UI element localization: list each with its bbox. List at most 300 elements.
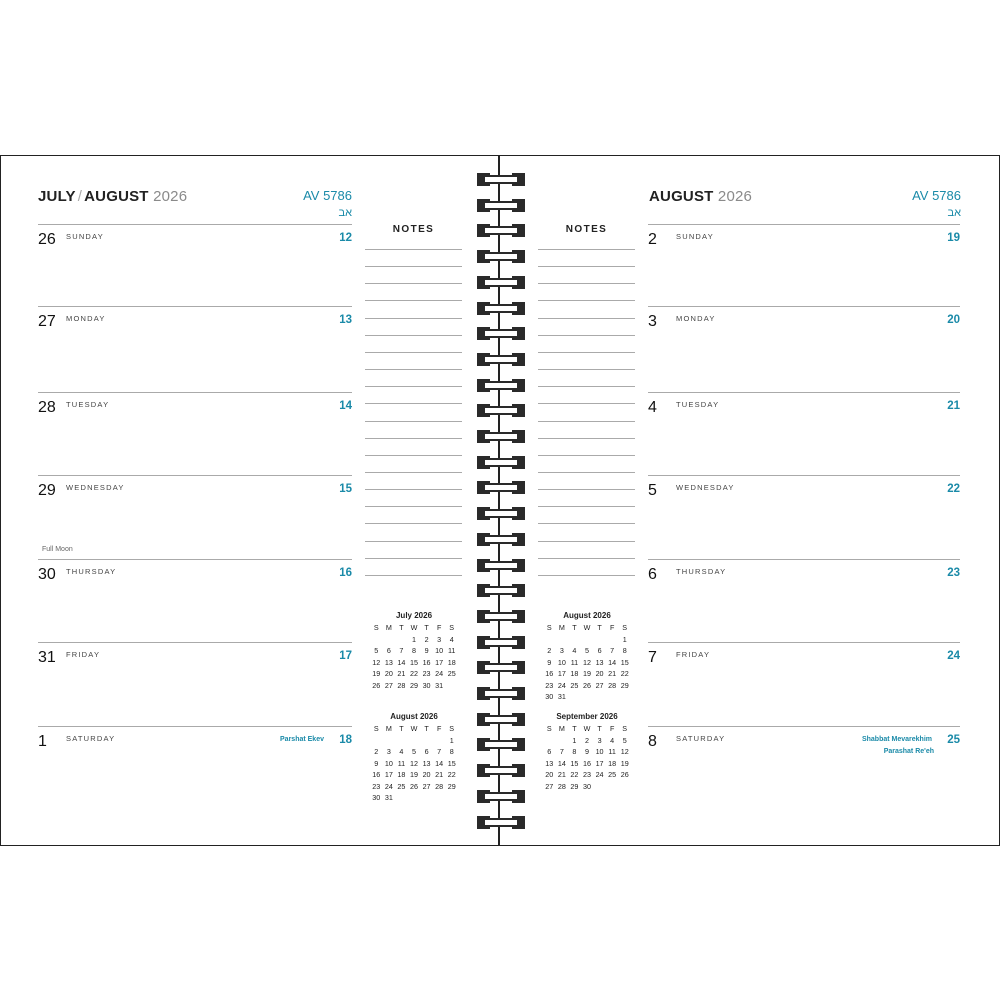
note-line	[538, 523, 635, 524]
ring-wire	[483, 175, 519, 184]
note-line	[365, 249, 462, 250]
date-cell: 13	[595, 657, 604, 667]
week-row	[543, 692, 631, 704]
week-row	[370, 646, 458, 658]
date-cell: 15	[570, 758, 579, 768]
week-row	[543, 736, 631, 748]
week-row	[370, 669, 458, 681]
date-cell	[556, 635, 569, 647]
date-cell: 11	[608, 747, 616, 756]
hebrew-date: 23	[947, 567, 960, 579]
spiral-ring	[477, 250, 525, 263]
weekday-label: TUESDAY	[676, 400, 720, 409]
note-line	[365, 558, 462, 559]
week-row	[370, 759, 458, 771]
weekday-initial: W	[583, 623, 591, 632]
weekday-initial: F	[436, 724, 442, 733]
note-line	[538, 335, 635, 336]
note-line	[538, 541, 635, 542]
day-row	[648, 642, 960, 726]
date-cell	[581, 635, 594, 647]
date-cell	[408, 793, 421, 805]
spiral-ring	[477, 404, 525, 417]
date-cell	[370, 736, 383, 748]
ring-wire	[483, 792, 519, 801]
spiral-ring	[477, 379, 525, 392]
date-cell: 2	[374, 747, 379, 756]
date-cell: 6	[424, 747, 429, 756]
date-cell: 13	[422, 758, 431, 768]
date-cell: 20	[545, 770, 554, 779]
note-line	[365, 489, 462, 490]
note-line	[365, 352, 462, 353]
date-cell	[568, 635, 581, 647]
date-cell	[408, 736, 421, 748]
date-cell: 25	[397, 781, 406, 791]
date-cell: 5	[374, 646, 379, 655]
day-number: 1	[38, 733, 47, 750]
date-cell: 1	[449, 735, 454, 745]
note-line	[538, 249, 635, 250]
date-cell: 3	[597, 735, 602, 745]
month-label: AUGUST	[649, 188, 714, 205]
ring-wire	[483, 381, 519, 390]
day-row	[38, 392, 352, 476]
note-line	[365, 421, 462, 422]
date-cell: 5	[584, 646, 589, 655]
date-cell: 16	[422, 657, 431, 667]
hebrew-date: 12	[339, 232, 352, 244]
note-line	[538, 318, 635, 319]
spiral-ring	[477, 559, 525, 572]
spiral-ring	[477, 199, 525, 212]
date-cell: 31	[384, 793, 393, 802]
date-cell: 23	[582, 770, 591, 779]
date-cell	[556, 736, 569, 748]
spiral-ring	[477, 584, 525, 597]
ring-wire	[483, 201, 519, 210]
weekday-initial: S	[546, 724, 552, 733]
spiral-ring	[477, 687, 525, 700]
note-line	[538, 472, 635, 473]
date-cell: 18	[608, 758, 617, 768]
date-cell: 23	[372, 781, 381, 791]
date-cell	[370, 635, 383, 647]
mini-calendar	[543, 712, 631, 793]
weekday-initial: M	[385, 623, 392, 632]
date-cell: 30	[582, 781, 591, 791]
date-cell	[445, 793, 458, 805]
weekday-initial: M	[385, 724, 392, 733]
spiral-ring	[477, 353, 525, 366]
date-cell: 15	[447, 758, 456, 768]
date-cell: 9	[584, 747, 589, 756]
week-row	[543, 635, 631, 647]
weekday-label: SUNDAY	[676, 232, 714, 241]
date-cell: 30	[545, 692, 554, 701]
ring-wire	[483, 715, 519, 724]
date-cell: 16	[582, 758, 591, 768]
date-cell: 4	[610, 735, 615, 745]
day-number: 31	[38, 649, 56, 666]
date-cell: 27	[384, 680, 393, 690]
note-line	[538, 575, 635, 576]
date-cell: 1	[622, 634, 627, 644]
weekday-label: THURSDAY	[66, 567, 117, 576]
day-number: 5	[648, 482, 657, 499]
date-cell	[593, 692, 606, 704]
note-line	[538, 300, 635, 301]
date-cell: 9	[547, 657, 552, 667]
date-cell: 19	[582, 669, 591, 678]
weekday-initial: W	[583, 724, 591, 733]
date-cell: 26	[409, 781, 418, 791]
date-cell: 21	[435, 770, 444, 779]
note-line	[365, 541, 462, 542]
date-cell: 22	[409, 669, 418, 678]
date-cell: 11	[447, 646, 456, 655]
day-row	[38, 642, 352, 726]
weekday-initial: T	[399, 724, 404, 733]
weekday-initial: T	[424, 724, 429, 733]
spiral-ring	[477, 636, 525, 649]
date-cell: 8	[572, 747, 577, 756]
date-cell: 17	[384, 770, 393, 779]
ring-wire	[483, 278, 519, 287]
date-cell: 28	[557, 781, 566, 791]
date-cell: 21	[608, 669, 617, 678]
day-number: 6	[648, 566, 657, 583]
note-line: Parshat Ekev	[280, 736, 324, 743]
date-cell: 4	[399, 747, 404, 756]
date-cell: 29	[409, 680, 418, 690]
date-cell: 26	[372, 680, 381, 690]
month-label: AUGUST	[84, 188, 149, 205]
date-cell	[543, 736, 556, 748]
date-cell: 20	[384, 669, 393, 678]
note-line	[538, 421, 635, 422]
date-cell: 15	[409, 657, 418, 667]
week-row	[370, 736, 458, 748]
day-row	[648, 306, 960, 390]
spiral-ring	[477, 816, 525, 829]
weekday-label: WEDNESDAY	[66, 483, 125, 492]
date-cell: 12	[582, 657, 591, 667]
spiral-ring	[477, 713, 525, 726]
slash: /	[77, 188, 83, 205]
hebrew-date: 15	[339, 483, 352, 495]
ring-wire	[483, 304, 519, 313]
date-cell: 19	[409, 770, 418, 779]
note-line	[538, 558, 635, 559]
hebrew-date: 19	[947, 232, 960, 244]
ring-wire	[483, 355, 519, 364]
hebrew-date: 18	[339, 734, 352, 746]
date-cell: 28	[397, 680, 406, 690]
ring-wire	[483, 561, 519, 570]
day-number: 28	[38, 399, 56, 416]
date-cell: 14	[557, 758, 566, 768]
date-cell: 4	[449, 634, 454, 644]
date-cell: 17	[557, 669, 566, 678]
date-cell: 20	[422, 770, 431, 779]
weekday-label: FRIDAY	[66, 650, 101, 659]
spiral-ring	[477, 764, 525, 777]
date-cell: 30	[422, 680, 431, 690]
hebrew-date: 14	[339, 400, 352, 412]
note-line	[365, 438, 462, 439]
year-label: 2026	[153, 188, 188, 205]
date-cell: 1	[411, 634, 416, 644]
date-cell: 12	[372, 657, 381, 667]
year-label: 2026	[717, 188, 753, 205]
date-cell: 31	[557, 692, 566, 701]
weekday-header	[543, 724, 631, 736]
day-number: 4	[648, 399, 657, 416]
note-line	[365, 455, 462, 456]
date-cell: 5	[622, 735, 627, 745]
date-cell: 1	[572, 735, 577, 745]
right-page-title	[649, 188, 752, 205]
weekday-initial: M	[558, 724, 565, 733]
note-line	[365, 472, 462, 473]
note-line	[538, 386, 635, 387]
date-cell: 19	[372, 669, 381, 678]
note-line	[365, 506, 462, 507]
ring-wire	[483, 509, 519, 518]
day-row	[38, 475, 352, 559]
weekday-label: SATURDAY	[676, 734, 726, 743]
spiral-ring	[477, 790, 525, 803]
ring-wire	[483, 689, 519, 698]
date-cell: 26	[582, 680, 591, 690]
day-number: 2	[648, 231, 657, 248]
date-cell: 10	[435, 646, 444, 655]
date-cell: 27	[595, 680, 604, 690]
date-cell	[581, 692, 594, 704]
date-cell: 25	[447, 669, 456, 678]
date-cell: 7	[610, 646, 615, 655]
moon-phase: Full Moon	[42, 546, 73, 553]
date-cell: 30	[372, 793, 381, 802]
date-cell: 17	[435, 657, 444, 667]
mini-calendar-title: August 2026	[390, 712, 438, 721]
weekday-initial: T	[597, 623, 602, 632]
ring-wire	[483, 535, 519, 544]
notes-heading: NOTES	[392, 224, 435, 235]
hebrew-date: 21	[947, 400, 960, 412]
date-cell: 18	[570, 669, 579, 678]
date-cell: 12	[409, 758, 418, 768]
date-cell: 16	[545, 669, 554, 678]
date-cell: 31	[435, 680, 444, 690]
date-cell: 13	[384, 657, 393, 667]
ring-wire	[483, 818, 519, 827]
date-cell	[618, 692, 631, 704]
date-cell	[543, 635, 556, 647]
weekday-initial: T	[597, 724, 602, 733]
date-cell	[593, 782, 606, 794]
spiral-ring	[477, 738, 525, 751]
week-row	[370, 681, 458, 693]
weekday-header	[543, 623, 631, 635]
date-cell: 14	[397, 657, 406, 667]
spiral-ring	[477, 507, 525, 520]
date-cell: 2	[547, 646, 552, 655]
hebrew-date: 13	[339, 314, 352, 326]
hebrew-month: AV 5786	[912, 188, 961, 203]
date-cell: 3	[559, 646, 564, 655]
day-number: 26	[38, 231, 56, 248]
week-row	[543, 669, 631, 681]
weekday-label: MONDAY	[66, 314, 106, 323]
week-row	[370, 770, 458, 782]
day-row	[38, 224, 352, 308]
week-row	[543, 782, 631, 794]
week-row	[370, 747, 458, 759]
ring-wire	[483, 766, 519, 775]
note-line	[538, 403, 635, 404]
date-cell: 15	[620, 657, 629, 667]
date-cell: 7	[559, 747, 564, 756]
hebrew-date: 25	[947, 734, 960, 746]
date-cell: 18	[397, 770, 406, 779]
weekday-initial: S	[622, 724, 628, 733]
mini-calendar-title: August 2026	[563, 611, 611, 620]
date-cell: 27	[545, 781, 554, 791]
date-cell: 22	[447, 770, 456, 779]
day-number: 7	[648, 649, 657, 666]
note-line	[365, 369, 462, 370]
weekday-initial: M	[558, 623, 565, 632]
date-cell: 18	[447, 657, 456, 667]
hebrew-date: 17	[339, 650, 352, 662]
weekday-initial: F	[609, 724, 615, 733]
date-cell: 16	[372, 770, 381, 779]
ring-wire	[483, 406, 519, 415]
ring-wire	[483, 483, 519, 492]
spiral-ring	[477, 430, 525, 443]
weekday-label: SUNDAY	[66, 232, 104, 241]
left-page-title	[38, 188, 187, 205]
ring-wire	[483, 612, 519, 621]
ring-wire	[483, 638, 519, 647]
spiral-ring	[477, 610, 525, 623]
ring-wire	[483, 740, 519, 749]
date-cell: 11	[570, 657, 579, 667]
date-cell: 14	[608, 657, 617, 667]
date-cell	[395, 736, 408, 748]
date-cell	[420, 793, 433, 805]
day-number: 3	[648, 313, 657, 330]
date-cell: 24	[384, 781, 393, 791]
date-cell	[383, 635, 396, 647]
note-line	[538, 369, 635, 370]
note-line	[538, 438, 635, 439]
date-cell: 29	[570, 781, 579, 791]
date-cell: 19	[620, 758, 629, 768]
spiral-ring	[477, 661, 525, 674]
date-cell: 8	[449, 747, 454, 756]
date-cell: 28	[608, 680, 617, 690]
weekday-initial: S	[373, 623, 379, 632]
date-cell: 2	[584, 735, 589, 745]
weekday-initial: T	[572, 623, 577, 632]
weekday-initial: S	[373, 724, 379, 733]
date-cell	[606, 635, 619, 647]
date-cell: 7	[399, 646, 404, 655]
date-cell: 24	[595, 770, 604, 779]
hebrew-date: 20	[947, 314, 960, 326]
date-cell: 22	[570, 770, 579, 779]
weekday-initial: W	[410, 623, 418, 632]
week-row	[543, 759, 631, 771]
date-cell: 25	[570, 680, 579, 690]
date-cell	[606, 782, 619, 794]
day-row	[38, 306, 352, 390]
date-cell: 5	[411, 747, 416, 756]
week-row	[543, 658, 631, 670]
date-cell	[433, 793, 446, 805]
ring-wire	[483, 252, 519, 261]
date-cell: 23	[422, 669, 431, 678]
spiral-ring	[477, 173, 525, 186]
spiral-ring	[477, 302, 525, 315]
date-cell: 3	[386, 747, 391, 756]
hebrew-date: 16	[339, 567, 352, 579]
notes-heading: NOTES	[565, 224, 608, 235]
spiral-ring	[477, 456, 525, 469]
date-cell: 12	[620, 747, 629, 756]
hebrew-month: AV 5786	[303, 188, 352, 203]
mini-calendar-title: September 2026	[556, 712, 618, 721]
date-cell: 26	[620, 770, 629, 779]
note-line	[538, 283, 635, 284]
ring-wire	[483, 432, 519, 441]
date-cell	[395, 793, 408, 805]
spiral-ring	[477, 327, 525, 340]
note-line	[538, 266, 635, 267]
weekday-initial: S	[622, 623, 628, 632]
weekday-initial: S	[449, 623, 455, 632]
date-cell: 4	[572, 646, 577, 655]
week-row	[543, 646, 631, 658]
date-cell: 23	[545, 680, 554, 690]
week-row	[370, 782, 458, 794]
day-number: 27	[38, 313, 56, 330]
date-cell	[433, 736, 446, 748]
note-line	[365, 266, 462, 267]
date-cell: 21	[397, 669, 406, 678]
mini-calendar	[370, 712, 458, 805]
day-number: 8	[648, 733, 657, 750]
mini-calendar-title: July 2026	[395, 611, 433, 620]
date-cell: 13	[545, 758, 554, 768]
spiral-ring	[477, 481, 525, 494]
month-label: JULY	[38, 188, 76, 205]
ring-wire	[483, 226, 519, 235]
date-cell: 6	[547, 747, 552, 756]
note-line	[365, 283, 462, 284]
date-cell	[395, 635, 408, 647]
date-cell: 24	[435, 669, 444, 678]
date-cell	[593, 635, 606, 647]
date-cell: 8	[411, 646, 416, 655]
mini-calendar	[543, 611, 631, 704]
weekday-initial: W	[410, 724, 418, 733]
date-cell: 3	[437, 634, 442, 644]
day-row	[648, 559, 960, 643]
